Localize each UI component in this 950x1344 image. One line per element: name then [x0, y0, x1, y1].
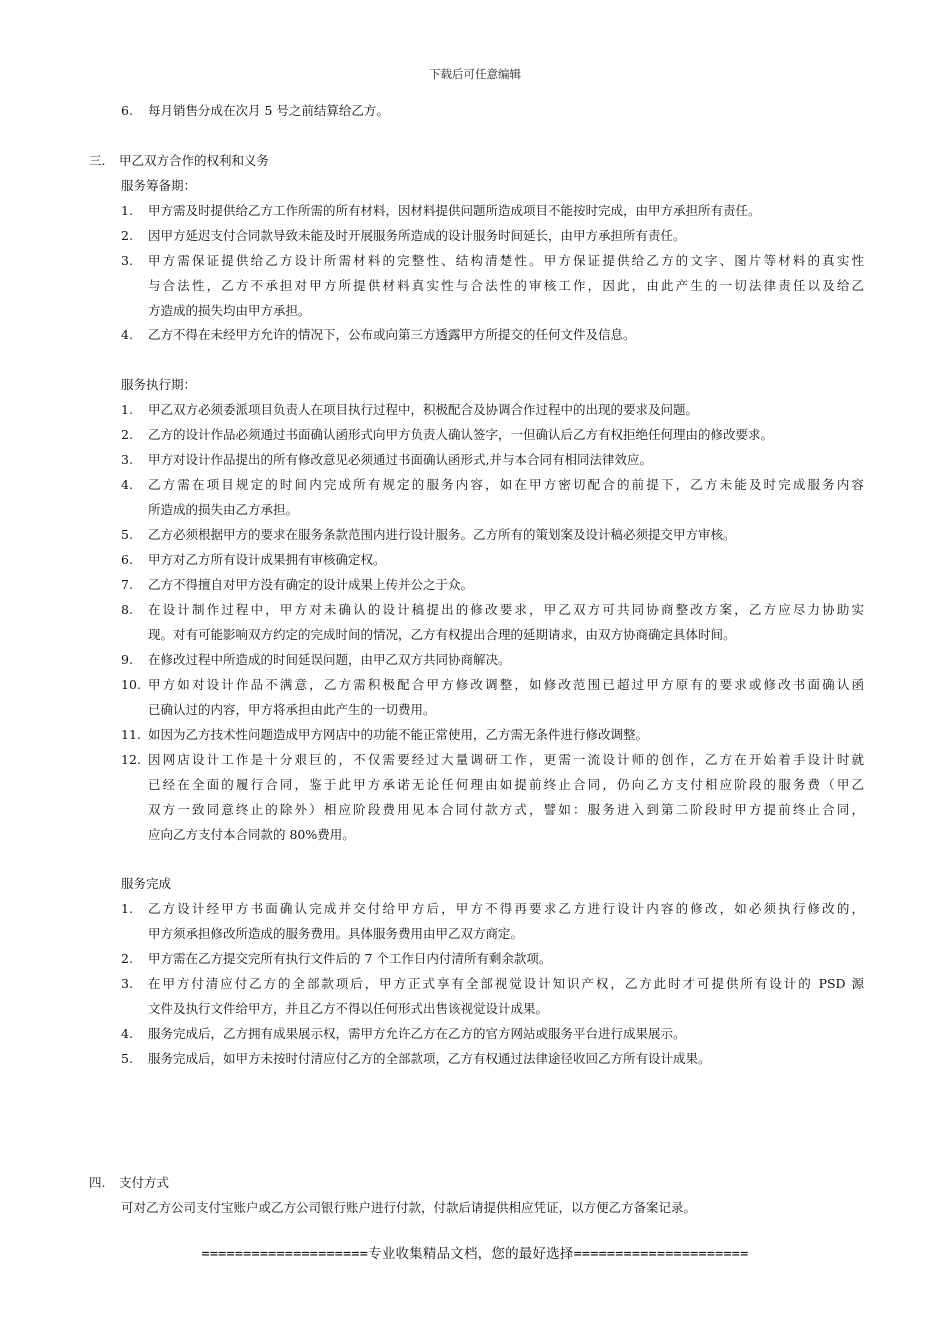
subheading-done: 服务完成: [121, 876, 172, 891]
payment-paragraph: 可对乙方公司支付宝账户或乙方公司银行账户进行付款，付款后请提供相应凭证，以方便乙方备案记录。: [121, 1200, 697, 1215]
list-item-line: 在甲方付清应付乙方的全部款项后，甲方正式享有全部视觉设计知识产权，乙方此时才可提供所有设计的 PSD 源: [148, 976, 864, 991]
list-item-number: 4.: [121, 477, 133, 492]
list-item-line: 乙方设计经甲方书面确认完成并交付给甲方后，甲方不得再要求乙方进行设计内容的修改，如必须执行修改的，: [148, 901, 864, 916]
list-item-line: 甲方如对设计作品不满意，乙方需积极配合甲方修改调整，如修改范围已超过甲方原有的要求或修改书面确认函: [148, 677, 864, 692]
list-item-line: 甲方需及时提供给乙方工作所需的所有材料，因材料提供问题所造成项目不能按时完成，由甲方承担所有责任。: [148, 203, 761, 218]
list-item-line: 甲方需保证提供给乙方设计所需材料的完整性、结构清楚性。甲方保证提供给乙方的文字、图片等材料的真实性: [148, 253, 864, 268]
list-item-text: [148, 198, 761, 223]
list-item-number: 12.: [121, 752, 141, 767]
list-item-text: [148, 946, 551, 971]
subheading-prep: 服务筹备期：: [121, 178, 197, 193]
list-item-number: 1.: [121, 901, 133, 916]
list-item-text: [148, 722, 648, 747]
footer-banner: ====================专业收集精品文档，您的最好选择=====================: [201, 1246, 749, 1262]
list-item-text: [148, 597, 864, 647]
list-item-number: 5.: [121, 1051, 133, 1066]
list-item-line: 文件及执行文件给甲方，并且乙方不得以任何形式出售该视觉设计成果。: [148, 1001, 549, 1016]
list-item-line: 现。对有可能影响双方约定的完成时间的情况，乙方有权提出合理的延期请求，由双方协商确定具体时间。: [148, 627, 736, 642]
section-number: 三.: [89, 153, 106, 168]
list-item-line: 方造成的损失均由甲方承担。: [148, 303, 311, 318]
list-item-number: 3.: [121, 452, 133, 467]
list-item-text: [148, 1021, 686, 1046]
list-item-number: 7.: [121, 577, 133, 592]
list-item-text: [148, 472, 864, 522]
list-item-number: 5.: [121, 527, 133, 542]
list-item-line: 甲方对设计作品提出的所有修改意见必须通过书面确认函形式,并与本合同有相同法律效应。: [148, 452, 652, 467]
list-item-text: [148, 223, 686, 248]
list-item-text: [148, 971, 864, 1021]
list-item-line: 因甲方延迟支付合同款导致未能及时开展服务所造成的设计服务时间延长，由甲方承担所有责任。: [148, 228, 686, 243]
list-item-number: 6.: [121, 103, 133, 118]
section-title: 支付方式: [119, 1175, 170, 1190]
list-item-text: [148, 1046, 711, 1071]
list-item-line: 服务完成后，如甲方未按时付清应付乙方的全部款项，乙方有权通过法律途径收回乙方所有设计成果。: [148, 1051, 711, 1066]
list-item-line: 乙方的设计作品必须通过书面确认函形式向甲方负责人确认签字，一但确认后乙方有权拒绝任何理由的修改要求。: [148, 427, 774, 442]
section-number: 四.: [89, 1175, 106, 1190]
list-item-number: 9.: [121, 652, 133, 667]
list-item-number: 6.: [121, 552, 133, 567]
list-item-text: [148, 98, 389, 123]
list-item-line: 乙方需在项目规定的时间内完成所有规定的服务内容，如在甲方密切配合的前提下，乙方未能及时完成服务内容: [148, 477, 864, 492]
list-item-line: 乙方不得在未经甲方允许的情况下，公布或向第三方透露甲方所提交的任何文件及信息。: [148, 327, 636, 342]
list-item-text: [148, 422, 773, 447]
list-item-number: 3.: [121, 976, 133, 991]
list-item-number: 2.: [121, 951, 133, 966]
list-item-line: 乙方必须根据甲方的要求在服务条款范围内进行设计服务。乙方所有的策划案及设计稿必须提交甲方审核。: [148, 527, 736, 542]
list-item-line: 所造成的损失由乙方承担。: [148, 502, 299, 517]
list-item-line: 甲乙双方必须委派项目负责人在项目执行过程中，积极配合及协调合作过程中的出现的要求及问题。: [148, 402, 699, 417]
list-item-number: 11.: [121, 727, 141, 742]
section-title: 甲乙双方合作的权利和义务: [119, 153, 270, 168]
list-item-line: 与合法性，乙方不承担对甲方所提供材料真实性与合法性的审核工作，因此，由此产生的一切法律责任以及给乙: [148, 278, 864, 293]
list-item-text: [148, 447, 652, 472]
list-item-line: 甲方对乙方所有设计成果拥有审核确定权。: [148, 552, 386, 567]
list-item-number: 1.: [121, 402, 133, 417]
list-item-line: 在设计制作过程中，甲方对未确认的设计稿提出的修改要求，甲乙双方可共同协商整改方案，乙方应尽力协助实: [148, 602, 864, 617]
list-item-line: 乙方不得擅自对甲方没有确定的设计成果上传并公之于众。: [148, 577, 474, 592]
list-item-line: 如因为乙方技术性问题造成甲方网店中的功能不能正常使用，乙方需无条件进行修改调整。: [148, 727, 649, 742]
subheading-exec: 服务执行期：: [121, 377, 197, 392]
list-item-number: 10.: [121, 677, 141, 692]
page-header-note: 下载后可任意编辑: [429, 67, 521, 81]
list-item-number: 4.: [121, 1026, 133, 1041]
list-item-text: [148, 572, 473, 597]
list-item-text: [148, 397, 698, 422]
list-item-line: 因网店设计工作是十分艰巨的，不仅需要经过大量调研工作，更需一流设计师的创作，乙方在开始着手设计时就: [148, 752, 864, 767]
list-item-line: 服务完成后，乙方拥有成果展示权，需甲方允许乙方在乙方的官方网站或服务平台进行成果展示。: [148, 1026, 686, 1041]
list-item-number: 8.: [121, 602, 133, 617]
list-item-text: [148, 547, 386, 572]
list-item-number: 3.: [121, 253, 133, 268]
list-item-number: 2.: [121, 427, 133, 442]
list-item-text: [148, 896, 864, 946]
list-item-line: 每月销售分成在次月 5 号之前结算给乙方。: [148, 103, 389, 118]
list-item-line: 已经在全面的履行合同，鉴于此甲方承诺无论任何理由如提前终止合同，仍向乙方支付相应阶段的服务费（甲乙: [148, 777, 864, 792]
list-item-number: 1.: [121, 203, 133, 218]
list-item-text: [148, 248, 864, 323]
list-item-text: [148, 322, 636, 347]
list-item-number: 2.: [121, 228, 133, 243]
list-item-line: 在修改过程中所造成的时间延误问题，由甲乙双方共同协商解决。: [148, 652, 511, 667]
list-item-line: 甲方需在乙方提交完所有执行文件后的 7 个工作日内付清所有剩余款项。: [148, 951, 552, 966]
list-item-text: [148, 522, 736, 547]
list-item-text: [148, 672, 864, 722]
list-item-number: 4.: [121, 327, 133, 342]
list-item-text: [148, 647, 511, 672]
list-item-line: 应向乙方支付本合同款的 80%费用。: [148, 827, 355, 842]
list-item-line: 已确认过的内容，甲方将承担由此产生的一切费用。: [148, 702, 436, 717]
list-item-line: 甲方须承担修改所造成的服务费用。具体服务费用由甲乙双方商定。: [148, 926, 524, 941]
list-item-line: 双方一致同意终止的除外）相应阶段费用见本合同付款方式，譬如：服务进入到第二阶段时甲方提前终止合同，: [148, 802, 864, 817]
list-item-text: [148, 747, 864, 847]
